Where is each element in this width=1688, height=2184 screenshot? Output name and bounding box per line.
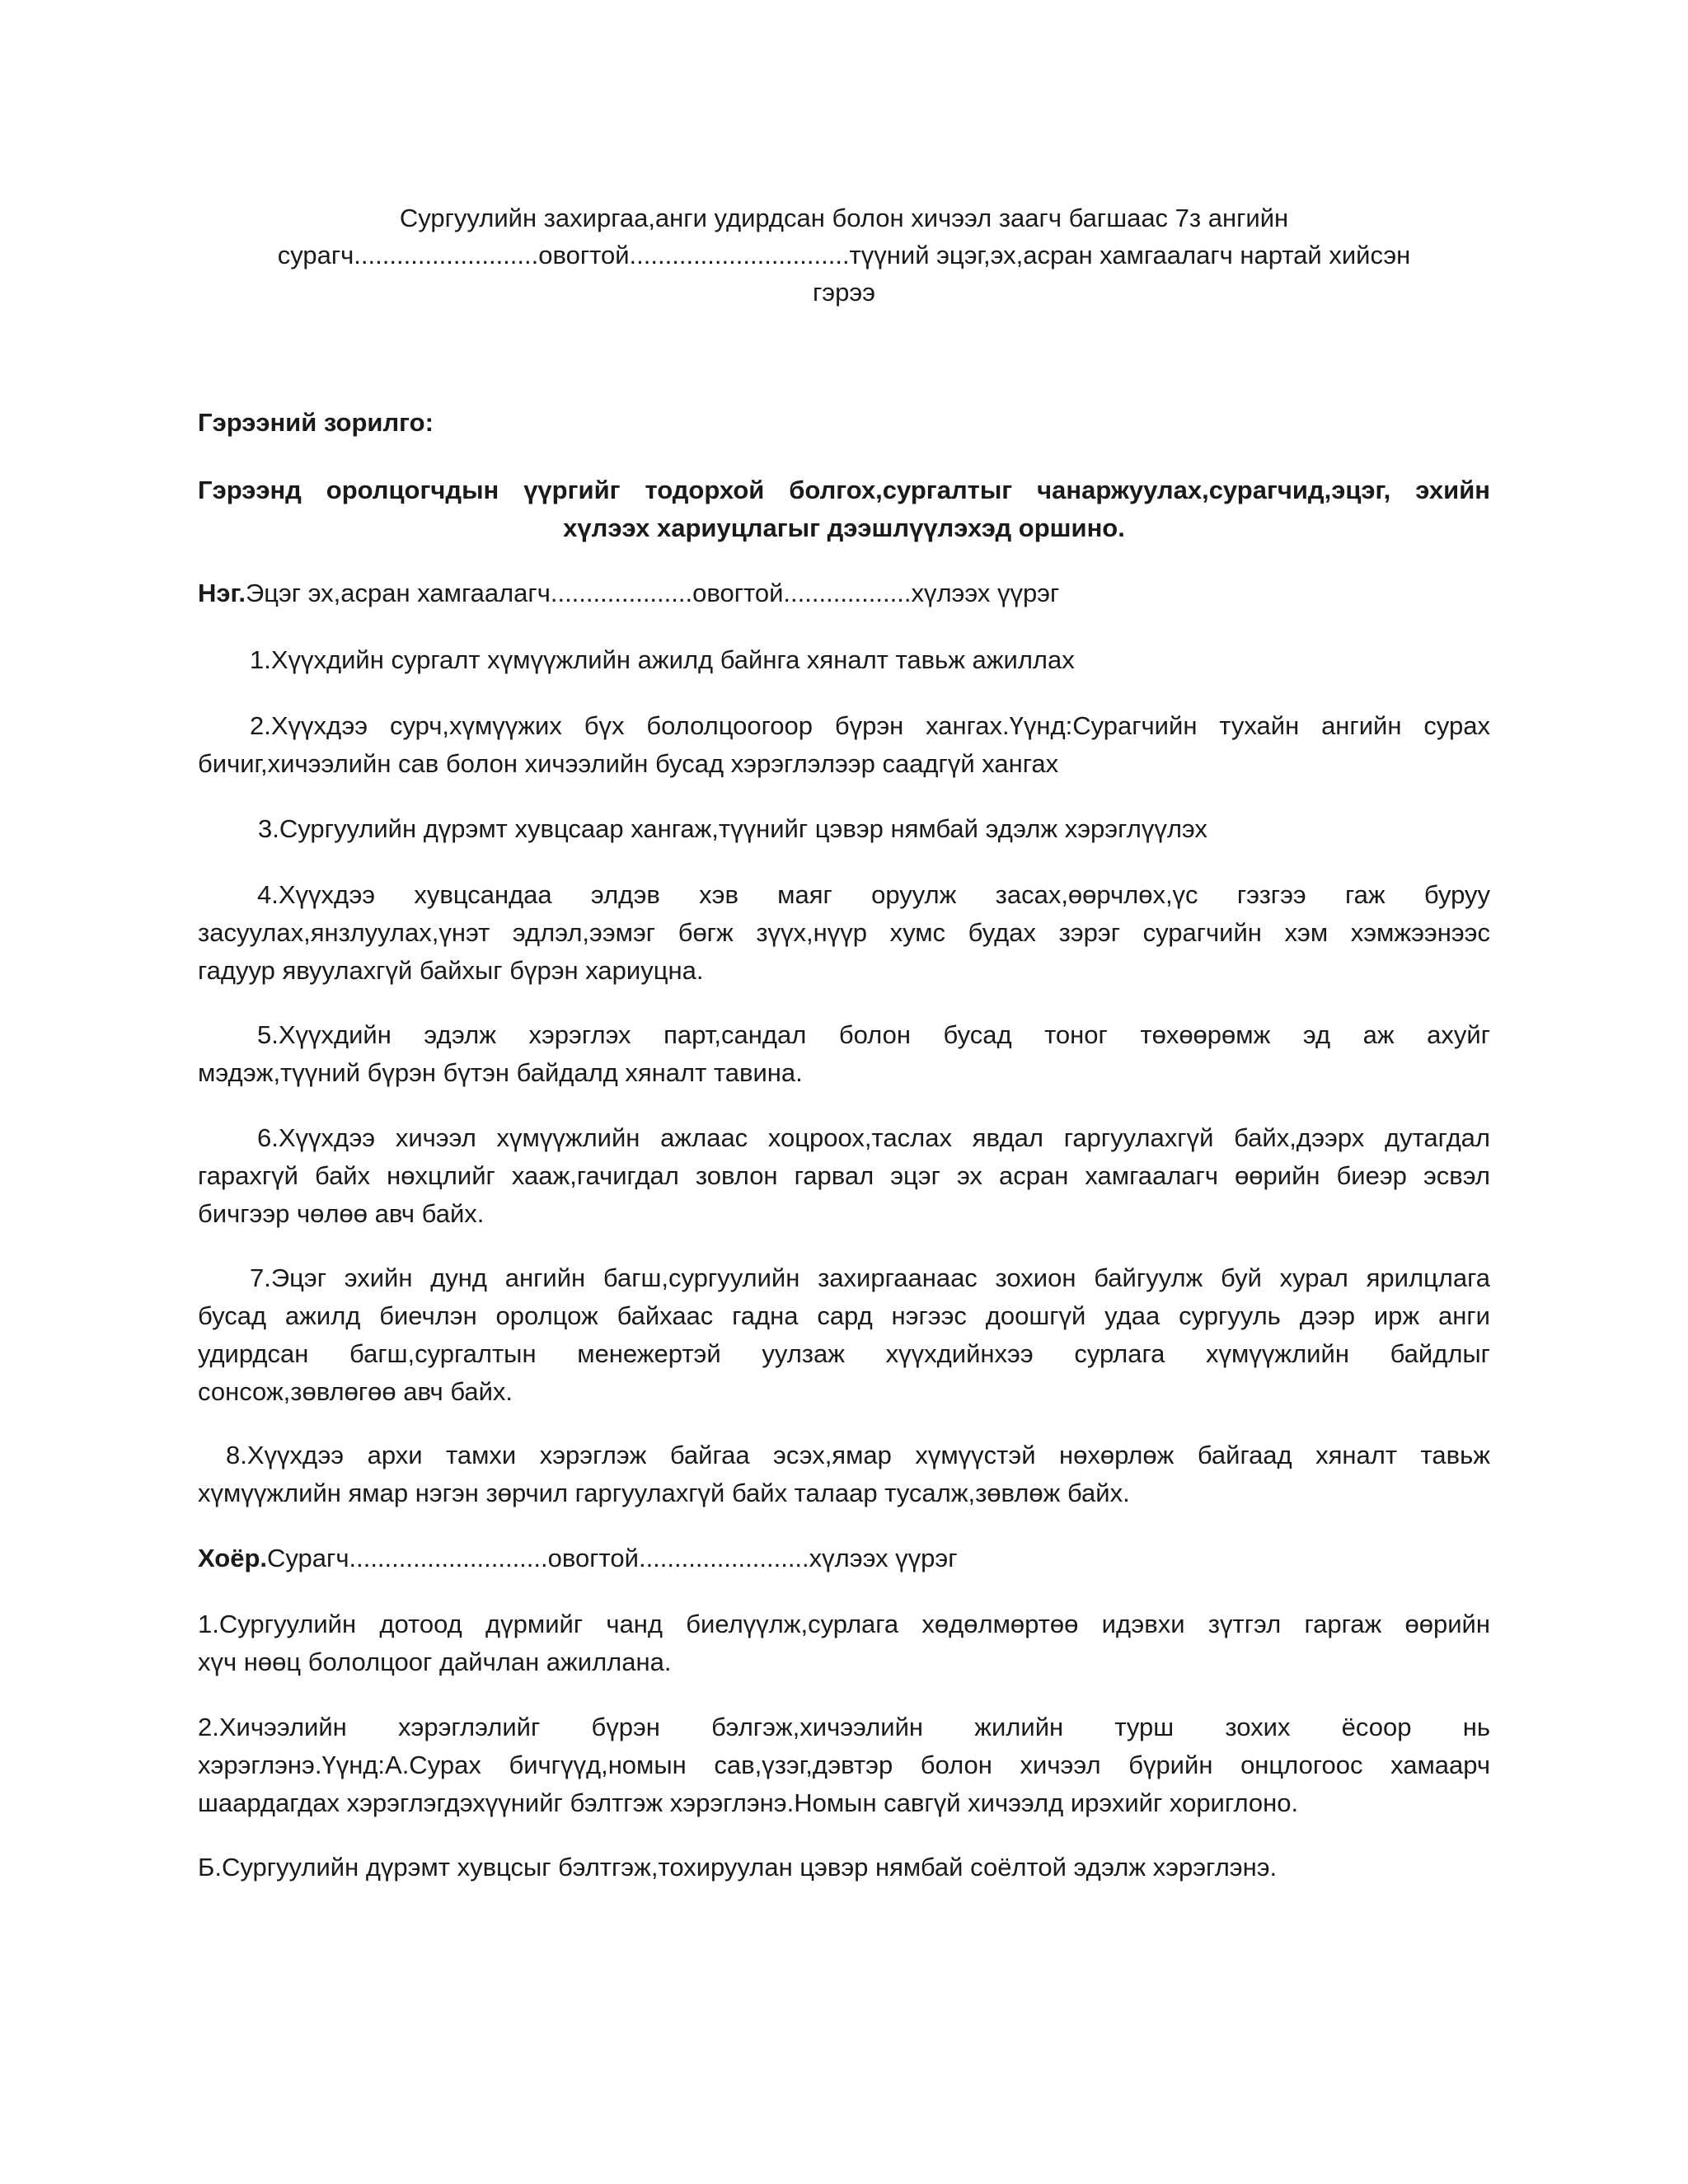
item-line: 1.Сургуулийн дотоод дүрмийг чанд биелүүлж,сурлага хөдөлмөртөө идэвхи зүтгэл гаргаж өөрийн: [198, 1610, 1490, 1638]
section-1-item-4: [198, 876, 1490, 990]
title-line-2: сурагч..........................овогтой...............................түүний эцэг,эх,асран хамгаалагч нартай хийсэн: [277, 241, 1411, 269]
section-1-title: Эцэг эх,асран хамгаалагч....................овогтой..................хүлээх үүрэг: [245, 579, 1060, 607]
item-line: хүмүүжлийн ямар нэгэн зөрчил гаргуулахгүй байх талаар тусалж,зөвлөж байх.: [198, 1479, 1130, 1507]
section-2-item-1: [198, 1605, 1490, 1681]
title-line-1: Сургуулийн захиргаа,анги удирдсан болон хичээл заагч багшаас 7з ангийн: [399, 204, 1289, 232]
item-line: шаардагдах хэрэглэгдэхүүнийг бэлтгэж хэрэглэнэ.Номын савгүй хичээлд ирэхийг хориглоно.: [198, 1788, 1299, 1817]
document-title: [198, 199, 1490, 311]
item-line: 4.Хүүхдээ хувцсандаа элдэв хэв маяг оруулж засах,өөрчлөх,үс гэзгээ гаж буруу: [257, 880, 1490, 909]
item-line: гарахгүй байх нөхцлийг хааж,гачигдал зовлон гарвал эцэг эх асран хамгаалагч өөрийн биеэр эсвэл: [198, 1161, 1490, 1190]
item-line: хэрэглэнэ.Үүнд:А.Сурах бичгүүд,номын сав,үзэг,дэвтэр болон хичээл бүрийн онцлогоос хамаарч: [198, 1750, 1490, 1779]
section-1-item-3: [198, 810, 1490, 848]
section-1-label: Нэг.: [198, 579, 246, 607]
item-line: бичгээр чөлөө авч байх.: [198, 1199, 485, 1228]
item-line: мэдэж,түүний бүрэн бүтэн байдалд хяналт тавина.: [198, 1058, 803, 1087]
section-2-item-3: [198, 1849, 1490, 1886]
item-line: 8.Хүүхдээ архи тамхи хэрэглэж байгаа эсэх,ямар хүмүүстэй нөхөрлөж байгаад хяналт тавьж: [226, 1441, 1490, 1469]
section-1-item-6: [198, 1119, 1490, 1233]
section-1-heading: [198, 574, 1490, 612]
section-1-item-1: [198, 641, 1490, 679]
section-1-item-5: [198, 1016, 1490, 1092]
section-2-heading: [198, 1540, 1490, 1577]
title-line-3: гэрээ: [812, 278, 875, 307]
section-1-item-2: [198, 707, 1490, 783]
section-1-item-8: [198, 1436, 1490, 1512]
item-line: гадуур явуулахгүй байхыг бүрэн хариуцна.: [198, 956, 704, 985]
item-line: бусад ажилд биечлэн оролцож байхаас гадна сард нэгээс доошгүй удаа сургууль дээр ирж анги: [198, 1301, 1490, 1330]
item-line: 5.Хүүхдийн эдэлж хэрэглэх парт,сандал болон бусад тоног төхөөрөмж эд аж ахуйг: [257, 1020, 1490, 1049]
item-line: бичиг,хичээлийн сав болон хичээлийн бусад хэрэглэлээр саадгүй хангах: [198, 749, 1059, 778]
item-line: засуулах,янзлуулах,үнэт эдлэл,ээмэг бөгж зүүх,нүүр хумс будах зэрэг сурагчийн хэм хэмжээнээс: [198, 918, 1490, 947]
item-line: 7.Эцэг эхийн дунд ангийн багш,сургуулийн захиргаанаас зохион байгуулж буй хурал ярилцлага: [250, 1263, 1490, 1292]
item-line: сонсож,зөвлөгөө авч байх.: [198, 1377, 513, 1406]
item-line: 2.Хүүхдээ сурч,хүмүүжих бүх бололцоогоор бүрэн хангах.Үүнд:Сурагчийн тухайн ангийн сурах: [250, 711, 1490, 740]
item-line: 6.Хүүхдээ хичээл хүмүүжлийн ажлаас хоцроох,таслах явдал гаргуулахгүй байх,дээрх дутагдал: [257, 1123, 1490, 1152]
section-2-item-2: [198, 1708, 1490, 1822]
purpose-line-1: Гэрээнд оролцогчдын үүргийг тодорхой болгох,сургалтыг чанаржуулах,сурагчид,эцэг, эхийн: [198, 476, 1490, 504]
item-line: Б.Сургуулийн дүрэмт хувцсыг бэлтгэж,тохируулан цэвэр нямбай соёлтой эдэлж хэрэглэнэ.: [198, 1853, 1278, 1882]
item-line: удирдсан багш,сургалтын менежертэй уулзаж хүүхдийнхээ сурлага хүмүүжлийн байдлыг: [198, 1339, 1490, 1368]
item-line: 2.Хичээлийн хэрэглэлийг бүрэн бэлгэж,хичээлийн жилийн турш зохих ёсоор нь: [198, 1713, 1490, 1741]
section-1-item-7: [198, 1259, 1490, 1411]
item-line: 3.Сургуулийн дүрэмт хувцсаар хангаж,түүнийг цэвэр нямбай эдэлж хэрэглүүлэх: [258, 814, 1207, 843]
section-2-label: Хоёр.: [198, 1544, 267, 1572]
purpose-heading: Гэрээний зорилго:: [198, 408, 434, 437]
item-line: хүч нөөц бололцоог дайчлан ажиллана.: [198, 1647, 672, 1676]
purpose-text: [198, 471, 1490, 547]
section-2-title: Сурагч............................овогтой........................хүлээх үүрэг: [267, 1544, 958, 1572]
item-line: 1.Хүүхдийн сургалт хүмүүжлийн ажилд байнга хяналт тавьж ажиллах: [250, 645, 1075, 674]
purpose-line-2: хүлээх хариуцлагыг дээшлүүлэхэд оршино.: [563, 513, 1125, 542]
